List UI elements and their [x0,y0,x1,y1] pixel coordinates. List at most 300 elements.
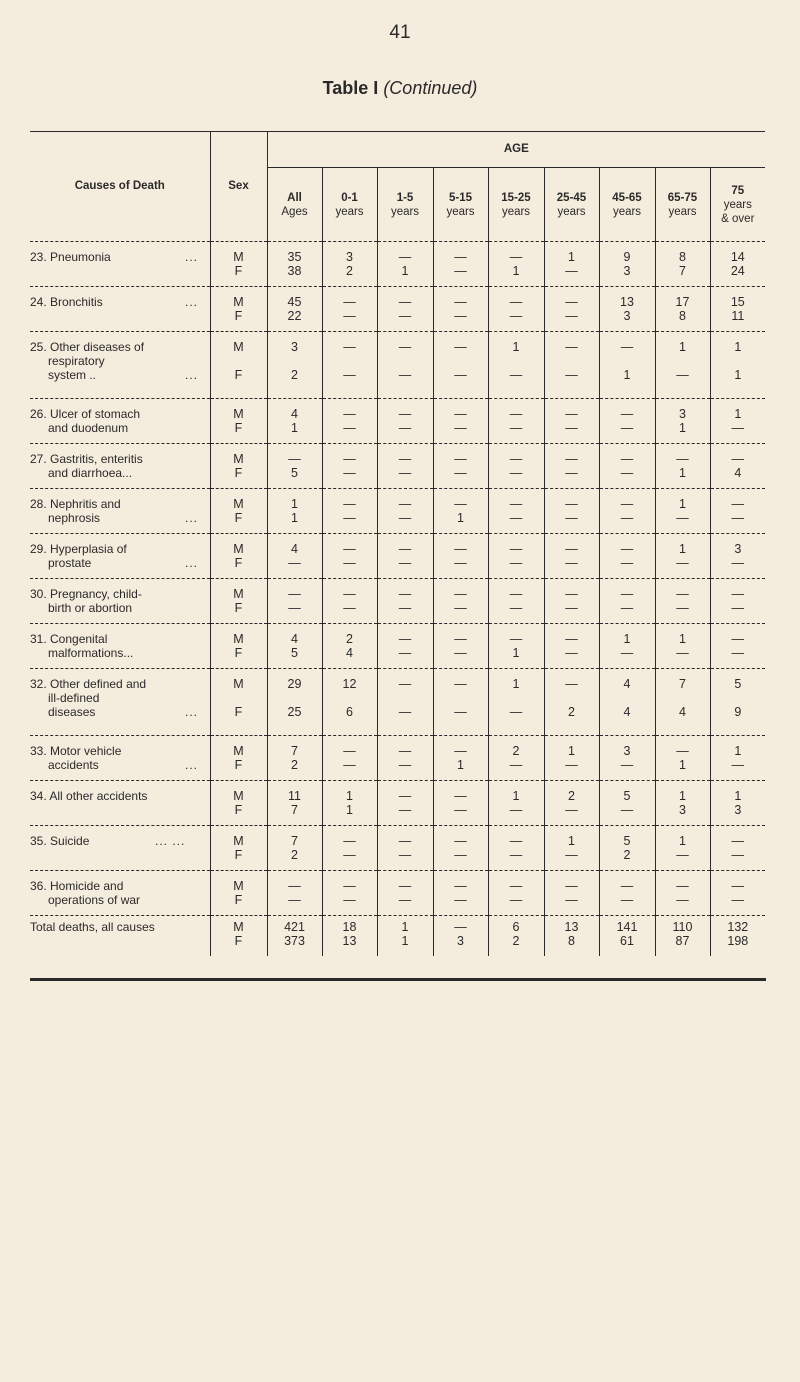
female-count: — [620,421,634,435]
male-count: 18 [342,920,357,934]
age-value-cell [599,534,655,579]
sex-label: M [233,407,244,421]
age-value-cell [544,624,599,669]
age-value-cell [655,489,710,534]
age-value-cell [710,916,765,957]
age-value-cell [544,287,599,332]
female-count: 1 [679,466,686,480]
female-count: — [509,556,523,570]
male-count: — [676,452,689,466]
age-value-cell [710,444,765,489]
age-value-cell [322,579,377,624]
sex-cell [210,579,267,624]
female-count: 2 [512,934,520,948]
age-value-cell [322,736,377,781]
leader-dots: ... [185,556,199,570]
male-count: — [343,542,356,556]
table-row [30,781,765,826]
age-value-cell [488,287,544,332]
female-count: 1 [346,803,353,817]
age-value-cell [488,624,544,669]
female-count: 3 [679,803,686,817]
age-value-cell [433,399,488,444]
age-value-cell [433,916,488,957]
male-count: — [398,340,412,354]
female-count: 1 [401,934,409,948]
male-count: — [454,632,467,646]
age-value-cell [267,444,322,489]
cause-label-line: 35. Suicide [30,834,90,848]
female-count: — [509,511,523,525]
male-count: — [454,340,467,354]
sex-cell [210,287,267,332]
header-age-column-line: years [390,205,420,218]
age-value-cell [710,736,765,781]
age-value-cell [488,444,544,489]
age-value-cell [544,332,599,399]
male-count: — [509,542,523,556]
header-age-column [267,168,322,242]
female-count: — [565,848,578,862]
age-value-cell [267,736,322,781]
male-count: 3 [734,542,742,556]
cause-of-death [30,489,210,534]
male-count: — [565,452,578,466]
male-count: — [454,587,467,601]
age-value-cell [488,242,544,287]
female-count: — [398,758,412,772]
female-count: — [454,264,467,278]
female-count: 24 [730,264,745,278]
female-count: — [565,893,578,907]
male-count: — [398,677,412,691]
age-value-cell [599,287,655,332]
cause-label-line: 33. Motor vehicle [30,744,122,758]
female-count: — [454,368,467,382]
sex-label: F [234,893,243,907]
male-count: 1 [512,677,520,691]
female-count: 5 [291,466,298,480]
sex-cell [210,242,267,287]
female-count: — [454,601,467,615]
female-count: — [676,511,689,525]
female-count: — [565,601,578,615]
female-count: 2 [291,848,298,862]
age-value-cell [655,287,710,332]
age-value-cell [377,287,433,332]
cause-label-line: 36. Homicide and [30,879,124,893]
sex-label: F [234,466,243,480]
female-count: — [509,309,523,323]
male-count: 4 [291,632,298,646]
female-count: 4 [346,646,353,660]
cause-label-line: 24. Bronchitis [30,295,103,309]
leader-dots: ... [185,758,199,772]
header-age-column-line: 5-15 [448,191,473,204]
female-count: 1 [512,646,520,660]
age-value-cell [655,916,710,957]
female-count: 3 [623,264,631,278]
female-count: 1 [457,758,464,772]
female-count: — [620,466,634,480]
female-count: — [509,466,523,480]
male-count: — [509,250,523,264]
female-count: 2 [568,705,575,719]
male-count: 3 [291,340,298,354]
male-count: 1 [568,250,575,264]
male-count: — [398,587,412,601]
cause-label-line: 23. Pneumonia [30,250,111,264]
sex-label: M [233,452,244,466]
header-age-column-line: years [501,205,531,218]
age-value-cell [710,669,765,736]
female-count: — [509,368,523,382]
female-count: 1 [512,264,520,278]
female-count: 13 [342,934,357,948]
male-count: 1 [679,497,686,511]
female-count: — [398,803,412,817]
female-count: — [565,421,578,435]
age-value-cell [488,489,544,534]
age-value-cell [488,399,544,444]
age-value-cell [599,871,655,916]
female-count: — [288,893,301,907]
male-count: 7 [679,677,686,691]
age-value-cell [710,399,765,444]
female-count: — [398,421,412,435]
female-count: 8 [679,309,686,323]
age-value-cell [377,669,433,736]
male-count: 9 [623,250,631,264]
age-value-cell [433,242,488,287]
cause-label-line: ill-defined [48,691,100,705]
male-count: — [565,879,578,893]
sex-label: M [233,920,244,934]
female-count: 6 [346,705,353,719]
male-count: 1 [679,632,686,646]
male-count: — [620,587,634,601]
male-count: — [620,452,634,466]
female-count: 1 [679,421,686,435]
age-value-cell [599,916,655,957]
age-value-cell [267,534,322,579]
male-count: 5 [734,677,742,691]
male-count: — [509,879,523,893]
male-count: — [509,407,523,421]
male-count: — [398,879,412,893]
age-value-cell [433,444,488,489]
age-value-cell [267,916,322,957]
male-count: — [509,497,523,511]
age-value-cell [322,489,377,534]
male-count: 2 [568,789,575,803]
female-count: — [398,556,412,570]
female-count: — [343,511,356,525]
cause-of-death [30,287,210,332]
age-value-cell [322,624,377,669]
cause-label-line: malformations... [48,646,134,660]
female-count: — [343,848,356,862]
cause-of-death [30,781,210,826]
age-value-cell [433,669,488,736]
male-count: — [731,497,745,511]
male-count: 1 [679,340,686,354]
female-count: — [454,646,467,660]
female-count: 2 [291,758,298,772]
age-value-cell [599,624,655,669]
female-count: — [398,601,412,615]
header-causes: Causes of Death [30,131,210,242]
male-count: — [454,452,467,466]
female-count: 198 [727,934,749,948]
female-count: — [509,705,523,719]
header-age-column [710,168,765,242]
age-value-cell [710,826,765,871]
cause-label-line: 27. Gastritis, enteritis [30,452,143,466]
age-value-cell [322,332,377,399]
male-count: — [398,295,412,309]
age-value-cell [488,871,544,916]
male-count: — [676,879,689,893]
male-count: — [676,587,689,601]
female-count: — [565,368,578,382]
female-count: — [398,646,412,660]
age-value-cell [322,399,377,444]
female-count: — [565,264,578,278]
cause-label-line: system .. [48,368,97,382]
age-value-cell [267,287,322,332]
male-count: — [509,452,523,466]
male-count: — [454,879,467,893]
sex-label: F [234,705,243,719]
age-value-cell [322,781,377,826]
sex-label: F [234,646,243,660]
sex-label: F [234,803,243,817]
age-value-cell [655,624,710,669]
header-age-column-line: years [668,205,697,218]
male-count: 6 [512,920,520,934]
sex-cell [210,624,267,669]
age-value-cell [544,916,599,957]
male-count: 3 [623,744,631,758]
male-count: — [565,587,578,601]
female-count: — [620,646,634,660]
sex-cell [210,399,267,444]
leader-dots: ... ... [155,834,186,848]
header-age-column-line: 65-75 [667,191,698,204]
cause-label-line: 25. Other diseases of [30,340,145,354]
age-value-cell [655,399,710,444]
male-count: — [398,542,412,556]
sex-label: F [234,309,243,323]
sex-label: F [234,556,243,570]
age-value-cell [488,736,544,781]
female-count: — [343,466,356,480]
cause-of-death [30,332,210,399]
male-count: — [398,632,412,646]
age-value-cell [655,736,710,781]
male-count: 2 [512,744,520,758]
sex-label: M [233,542,244,556]
male-count: 15 [730,295,745,309]
age-value-cell [377,444,433,489]
mortality-table-container [30,131,765,956]
female-count: 22 [287,309,302,323]
male-count: 1 [623,632,631,646]
age-value-cell [267,781,322,826]
male-count: — [454,250,467,264]
leader-dots: ... [185,705,199,719]
age-value-cell [377,332,433,399]
header-age-column-line: 25-45 [556,191,587,204]
female-count: — [509,803,523,817]
header-age-column [544,168,599,242]
age-value-cell [655,781,710,826]
female-count: — [565,803,578,817]
male-count: — [565,340,578,354]
female-count: — [565,511,578,525]
male-count: — [343,879,356,893]
male-count: 13 [620,295,634,309]
male-count: 421 [284,920,305,934]
header-age-column-line: 15-25 [501,191,531,204]
age-value-cell [599,579,655,624]
sex-label: M [233,632,244,646]
male-count: 1 [568,744,575,758]
age-value-cell [599,332,655,399]
sex-cell [210,736,267,781]
age-value-cell [267,669,322,736]
age-value-cell [433,579,488,624]
female-count: — [509,848,523,862]
bottom-rule [30,978,766,981]
male-count: 1 [679,789,686,803]
cause-of-death [30,916,210,957]
female-count: — [288,601,301,615]
age-value-cell [377,579,433,624]
male-count: — [454,407,467,421]
female-count: — [565,646,578,660]
sex-label: M [233,497,244,511]
male-count: — [343,587,356,601]
age-value-cell [433,871,488,916]
female-count: 4 [734,466,742,480]
cause-of-death [30,534,210,579]
table-row [30,489,765,534]
age-value-cell [488,826,544,871]
sex-label: F [234,511,243,525]
age-value-cell [267,624,322,669]
header-age-column-line: Ages [281,205,308,218]
female-count: 11 [731,309,745,323]
age-value-cell [488,579,544,624]
age-value-cell [377,534,433,579]
male-count: 45 [287,295,302,309]
female-count: 1 [291,511,298,525]
age-value-cell [599,489,655,534]
header-age-column-line: All [287,191,302,204]
female-count: — [620,556,634,570]
female-count: 3 [734,803,742,817]
female-count: 1 [679,758,686,772]
cause-label-line: 32. Other defined and [30,677,147,691]
age-value-cell [377,242,433,287]
cause-label-line: 31. Congenital [30,632,108,646]
male-count: 132 [727,920,749,934]
age-value-cell [544,399,599,444]
age-value-cell [544,736,599,781]
male-count: — [565,497,578,511]
age-value-cell [488,332,544,399]
header-age-column [599,168,655,242]
age-value-cell [599,781,655,826]
table-title-main: Table I [322,78,379,98]
male-count: — [454,920,467,934]
sex-label: M [233,677,244,691]
female-count: — [454,421,467,435]
female-count: — [731,511,745,525]
female-count: — [620,803,634,817]
female-count: — [343,309,356,323]
female-count: 9 [734,705,742,719]
age-value-cell [322,242,377,287]
female-count: — [731,601,745,615]
age-value-cell [433,736,488,781]
male-count: — [343,497,356,511]
female-count: 87 [675,934,690,948]
age-value-cell [599,736,655,781]
cause-of-death [30,242,210,287]
male-count: — [565,677,578,691]
sex-cell [210,489,267,534]
male-count: 7 [291,744,298,758]
female-count: — [343,758,356,772]
cause-label-line: operations of war [48,893,141,907]
age-value-cell [377,399,433,444]
female-count: — [288,556,301,570]
male-count: — [620,340,634,354]
female-count: 8 [568,934,575,948]
sex-label: M [233,789,244,803]
table-row [30,916,765,957]
female-count: 5 [291,646,298,660]
male-count: 1 [734,407,742,421]
cause-label-line: and diarrhoea... [48,466,133,480]
age-value-cell [544,781,599,826]
female-count: — [343,601,356,615]
age-value-cell [544,242,599,287]
female-count: — [509,601,523,615]
causes-of-death-table [30,131,765,956]
female-count: — [620,758,634,772]
male-count: — [343,407,356,421]
cause-label-line: Total deaths, all causes [30,920,155,934]
age-value-cell [267,579,322,624]
female-count: — [398,368,412,382]
sex-label: M [233,340,244,354]
male-count: 14 [730,250,745,264]
cause-label-line: 28. Nephritis and [30,497,121,511]
male-count: — [454,744,467,758]
male-count: 1 [401,920,409,934]
male-count: 1 [346,789,353,803]
age-value-cell [267,332,322,399]
table-row [30,669,765,736]
female-count: — [343,556,356,570]
cause-of-death [30,444,210,489]
table-row [30,399,765,444]
age-value-cell [655,669,710,736]
